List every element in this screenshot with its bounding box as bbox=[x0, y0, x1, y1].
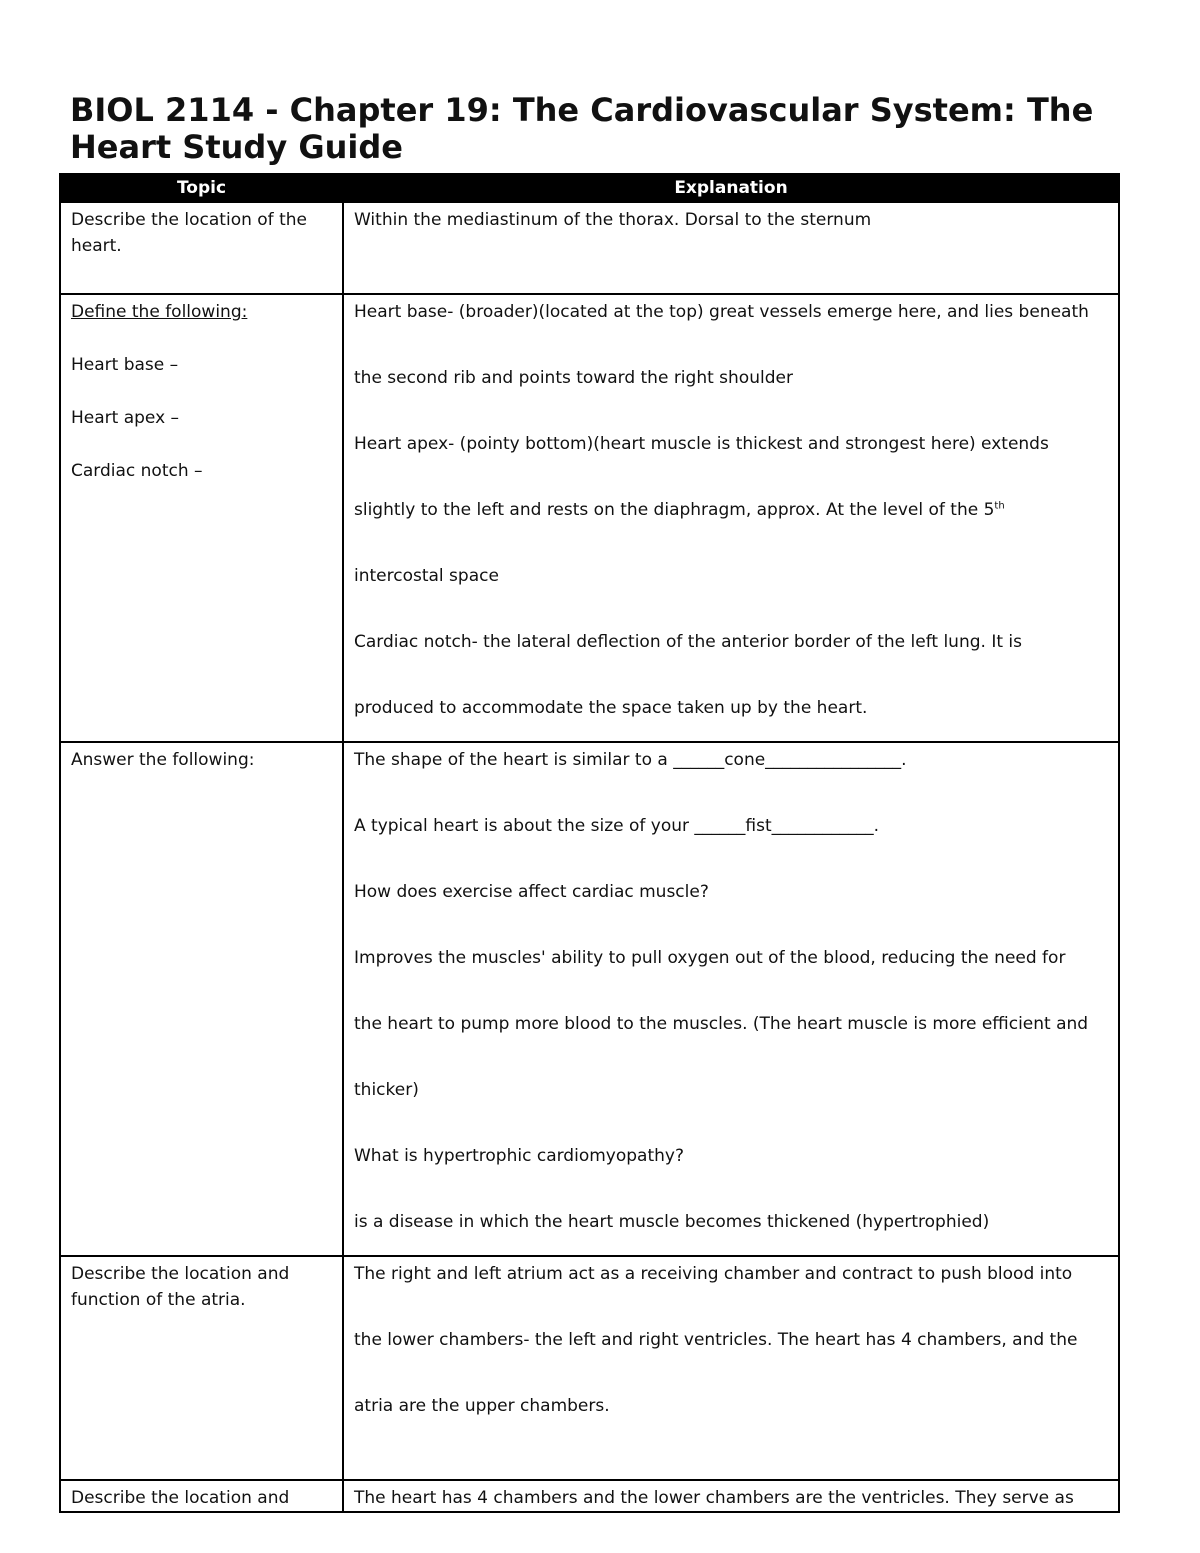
topic-cell bbox=[60, 742, 343, 1256]
explanation-cell bbox=[343, 1480, 1119, 1512]
explanation-line: Improves the muscles' ability to pull oxygen out of the blood, reducing the need for bbox=[354, 948, 1066, 968]
explanation-line bbox=[354, 477, 1108, 543]
explanation-line: intercostal space bbox=[354, 566, 499, 586]
explanation-line: produced to accommodate the space taken up by the heart. bbox=[354, 698, 868, 718]
study-guide-table bbox=[59, 173, 1120, 1513]
explanation-line: thicker) bbox=[354, 1080, 419, 1100]
topic-heading: Define the following: bbox=[71, 302, 248, 322]
explanation-line: atria are the upper chambers. bbox=[354, 1396, 610, 1416]
explanation-line: How does exercise affect cardiac muscle? bbox=[354, 882, 709, 902]
table-header-row bbox=[60, 174, 1119, 202]
explanation-line: What is hypertrophic cardiomyopathy? bbox=[354, 1146, 684, 1166]
topic-cell bbox=[60, 1256, 343, 1480]
explanation-line: the lower chambers- the left and right ventricles. The heart has 4 chambers, and the bbox=[354, 1330, 1078, 1350]
table-row bbox=[60, 1256, 1119, 1480]
explanation-line: Cardiac notch- the lateral deflection of the anterior border of the left lung. It is bbox=[354, 632, 1022, 652]
topic-text: Describe the location and bbox=[71, 1488, 290, 1508]
topic-cell bbox=[60, 294, 343, 742]
table-row bbox=[60, 294, 1119, 742]
topic-text: Describe the location and function of the atria. bbox=[71, 1264, 290, 1310]
explanation-cell bbox=[343, 742, 1119, 1256]
explanation-line: the second rib and points toward the right shoulder bbox=[354, 368, 793, 388]
explanation-line: The shape of the heart is similar to a ______cone________________. bbox=[354, 750, 907, 770]
table-row bbox=[60, 742, 1119, 1256]
explanation-line: The right and left atrium act as a receiving chamber and contract to push blood into bbox=[354, 1264, 1073, 1284]
explanation-text: slightly to the left and rests on the diaphragm, approx. At the level of the 5 bbox=[354, 500, 995, 520]
explanation-text: The heart has 4 chambers and the lower chambers are the ventricles. They serve as bbox=[354, 1488, 1074, 1508]
superscript-th: th bbox=[994, 500, 1005, 512]
topic-term: Cardiac notch – bbox=[71, 461, 203, 481]
explanation-cell bbox=[343, 202, 1119, 294]
explanation-line: is a disease in which the heart muscle becomes thickened (hypertrophied) bbox=[354, 1212, 990, 1232]
explanation-line: A typical heart is about the size of your ______fist____________. bbox=[354, 816, 880, 836]
topic-text: Answer the following: bbox=[71, 750, 255, 770]
topic-cell bbox=[60, 202, 343, 294]
explanation-text: Within the mediastinum of the thorax. Dorsal to the sternum bbox=[354, 210, 872, 230]
table-row bbox=[60, 1480, 1119, 1512]
topic-cell bbox=[60, 1480, 343, 1512]
explanation-line: Heart base- (broader)(located at the top) great vessels emerge here, and lies beneath bbox=[354, 302, 1089, 322]
explanation-cell bbox=[343, 294, 1119, 742]
document-title: BIOL 2114 - Chapter 19: The Cardiovascular System: The Heart Study Guide bbox=[70, 91, 1094, 166]
explanation-cell bbox=[343, 1256, 1119, 1480]
header-topic: Topic bbox=[60, 174, 343, 202]
topic-term: Heart base – bbox=[71, 355, 179, 375]
explanation-line: the heart to pump more blood to the muscles. (The heart muscle is more efficient and bbox=[354, 1014, 1089, 1034]
header-explanation: Explanation bbox=[343, 174, 1119, 202]
explanation-line: Heart apex- (pointy bottom)(heart muscle is thickest and strongest here) extends bbox=[354, 434, 1049, 454]
topic-term: Heart apex – bbox=[71, 408, 180, 428]
table-row bbox=[60, 202, 1119, 294]
topic-text: Describe the location of the heart. bbox=[71, 210, 307, 256]
